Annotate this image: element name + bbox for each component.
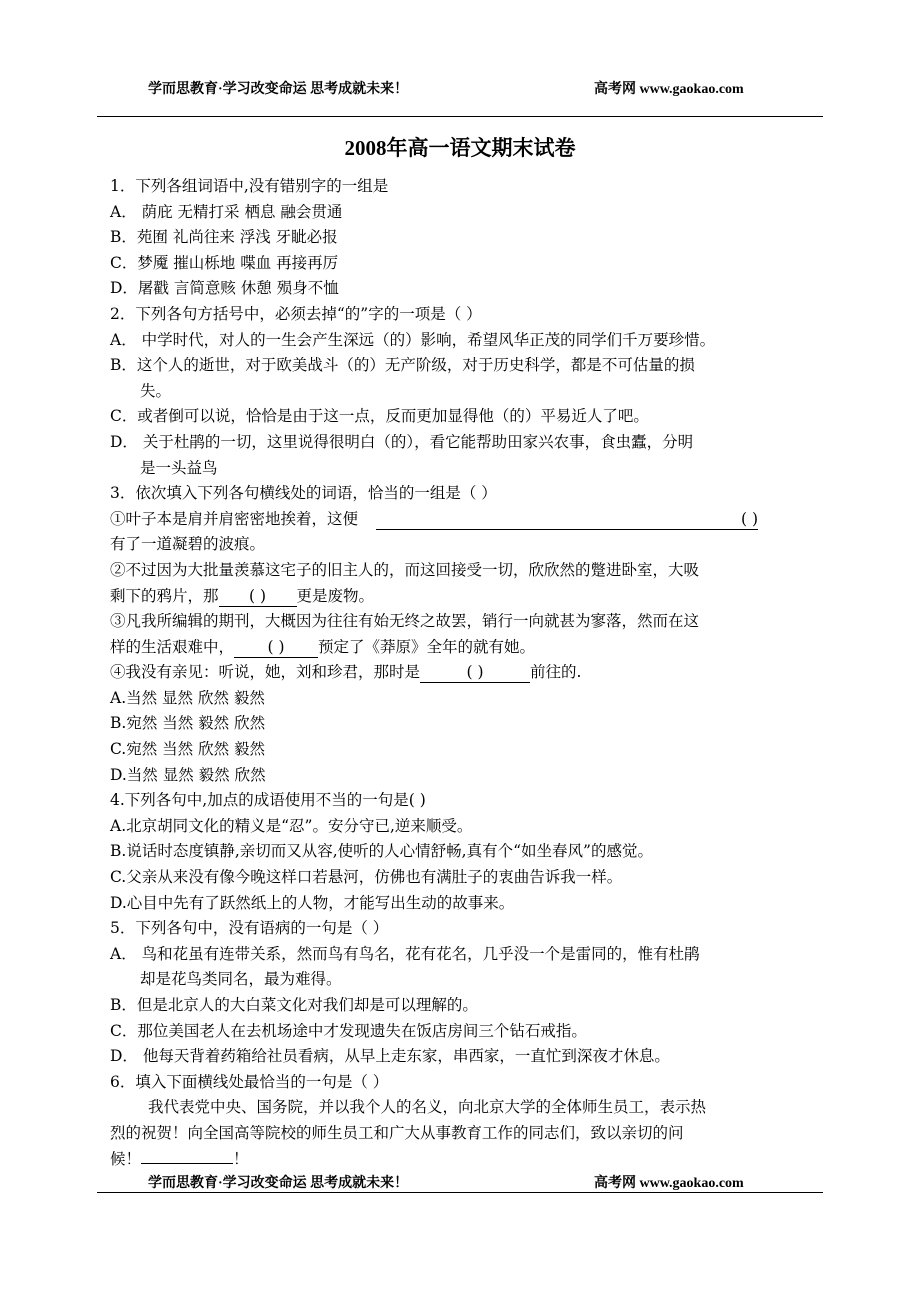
q3-s1-blank: ( ) bbox=[376, 509, 758, 530]
q3-sentence-4 bbox=[110, 660, 810, 686]
q4-option-a: A.北京胡同文化的精义是“忍”。安分守已,逆来顺受。 bbox=[110, 816, 473, 835]
q6-stem: 6．填入下面横线处最恰当的一句是（ ） bbox=[110, 1072, 389, 1091]
q3-sentence-3-cont bbox=[110, 635, 810, 661]
q6-p3-text: 候！ bbox=[110, 1149, 142, 1168]
exam-content bbox=[110, 174, 810, 1172]
q1-option-c: C．梦魇 摧山栎地 喋血 再接再厉 bbox=[110, 253, 339, 272]
q4-option-b: B.说话时态度镇静,亲切而又从容,使听的人心情舒畅,真有个“如坐春风”的感觉。 bbox=[110, 842, 653, 861]
q1-option-b: B．苑囿 礼尚往来 浮浅 牙眦必报 bbox=[110, 228, 338, 247]
q3-option-d: D.当然 显然 毅然 欣然 bbox=[110, 765, 266, 784]
footer-right-text: 高考网 www.gaokao.com bbox=[594, 1176, 744, 1191]
q3-s4-text: ④我没有亲见：听说，她，刘和珍君，那时是 bbox=[110, 663, 421, 682]
page-title: 2008年高一语文期末试卷 bbox=[344, 136, 576, 160]
q3-sentence-3: ③凡我所编辑的期刊，大概因为往往有始无终之故罢，销行一向就甚为寥落，然而在这 bbox=[110, 612, 700, 631]
q6-answer-blank bbox=[141, 1163, 233, 1164]
q3-sentence-1-cont: 有了一道凝碧的波痕。 bbox=[110, 535, 266, 554]
q5-stem: 5．下列各句中，没有语病的一句是（ ） bbox=[110, 919, 389, 938]
footer-left-text: 学而思教育·学习改变命运 思考成就未来！ bbox=[148, 1176, 409, 1191]
q5-option-a-cont: 却是花鸟类同名，最为难得。 bbox=[140, 970, 342, 989]
q2-option-a: A． 中学时代，对人的一生会产生深远（的）影响，希望风华正茂的同学们千万要珍惜。 bbox=[110, 330, 716, 349]
q3-option-a: A.当然 显然 欣然 毅然 bbox=[110, 688, 265, 707]
q3-option-c: C.宛然 当然 欣然 毅然 bbox=[110, 740, 266, 759]
q3-stem: 3．依次填入下列各句横线处的词语，恰当的一组是（ ） bbox=[110, 484, 497, 503]
q1-stem: 1．下列各组词语中,没有错别字的一组是 bbox=[110, 177, 389, 195]
q4-option-d: D.心目中先有了跃然纸上的人物，才能写出生动的故事来。 bbox=[110, 893, 515, 912]
q4-stem: 4.下列各句中,加点的成语使用不当的一句是( ) bbox=[110, 791, 426, 810]
q3-s2-blank: ( ) bbox=[219, 586, 297, 607]
q5-option-c: C．那位美国老人在去机场途中才发现遗失在饭店房间三个钻石戒指。 bbox=[110, 1021, 587, 1040]
header-left-text: 学而思教育·学习改变命运 思考成就未来！ bbox=[148, 82, 409, 97]
q2-option-d-cont: 是一头益鸟 bbox=[140, 458, 218, 477]
q2-stem: 2．下列各句方括号中，必须去掉“的”字的一项是（ ） bbox=[110, 304, 482, 323]
q3-s3-text: 样的生活艰难中， bbox=[110, 637, 235, 656]
q3-sentence-1 bbox=[110, 507, 810, 533]
q3-sentence-2-cont bbox=[110, 584, 810, 610]
q3-s3-tail: 预定了《莽原》全年的就有她。 bbox=[318, 637, 536, 656]
footer-rule bbox=[97, 1192, 823, 1193]
q3-sentence-2: ②不过因为大批量羡慕这宅子的旧主人的，而这回接受一切，欣欣然的蹩进卧室，大吸 bbox=[110, 560, 700, 579]
q4-option-c: C.父亲从来没有像今晚这样口若悬河，仿佛也有满肚子的衷曲告诉我一样。 bbox=[110, 868, 623, 887]
header-rule bbox=[97, 116, 823, 117]
q6-passage-line-1: 我代表党中央、国务院，并以我个人的名义，向北京大学的全体师生员工，表示热 bbox=[148, 1098, 707, 1117]
q2-option-c: C．或者倒可以说，恰恰是由于这一点，反而更加显得他（的）平易近人了吧。 bbox=[110, 407, 649, 426]
q6-p3-tail: ！ bbox=[233, 1149, 249, 1168]
q2-option-d: D． 关于杜鹃的一切，这里说得很明白（的），看它能帮助田家兴农事，食虫蠹，分明 bbox=[110, 432, 694, 451]
q6-passage-line-3 bbox=[110, 1147, 810, 1173]
q6-passage-line-2: 烈的祝贺！向全国高等院校的师生员工和广大从事教育工作的同志们，致以亲切的问 bbox=[110, 1123, 684, 1142]
q3-s1-text: ①叶子本是肩并肩密密地挨着，这便 bbox=[110, 509, 359, 528]
q1-option-a: A． 荫庇 无精打采 栖息 融会贯通 bbox=[110, 202, 343, 221]
header-right-text: 高考网 www.gaokao.com bbox=[594, 82, 744, 97]
q3-option-b: B.宛然 当然 毅然 欣然 bbox=[110, 714, 266, 733]
q1-option-d: D．屠戳 言简意赅 休憩 殒身不恤 bbox=[110, 279, 339, 298]
q5-option-a: A． 鸟和花虽有连带关系，然而鸟有鸟名，花有花名，几乎没一个是雷同的，惟有杜鹃 bbox=[110, 944, 700, 963]
q5-option-b: B．但是北京人的大白菜文化对我们却是可以理解的。 bbox=[110, 996, 478, 1014]
q2-option-b-cont: 失。 bbox=[140, 381, 172, 400]
q3-s2-tail: 更是废物。 bbox=[296, 586, 375, 605]
q3-s4-tail: 前往的. bbox=[530, 663, 582, 682]
q3-s3-blank: ( ) bbox=[234, 637, 318, 658]
q3-s2-text: 剩下的鸦片，那 bbox=[110, 586, 219, 605]
q3-s4-blank: ( ) bbox=[420, 662, 530, 683]
q5-option-d: D． 他每天背着药箱给社员看病，从早上走东家，串西家，一直忙到深夜才休息。 bbox=[110, 1047, 670, 1066]
q2-option-b: B．这个人的逝世，对于欧美战斗（的）无产阶级，对于历史科学，都是不可估量的损 bbox=[110, 356, 695, 375]
